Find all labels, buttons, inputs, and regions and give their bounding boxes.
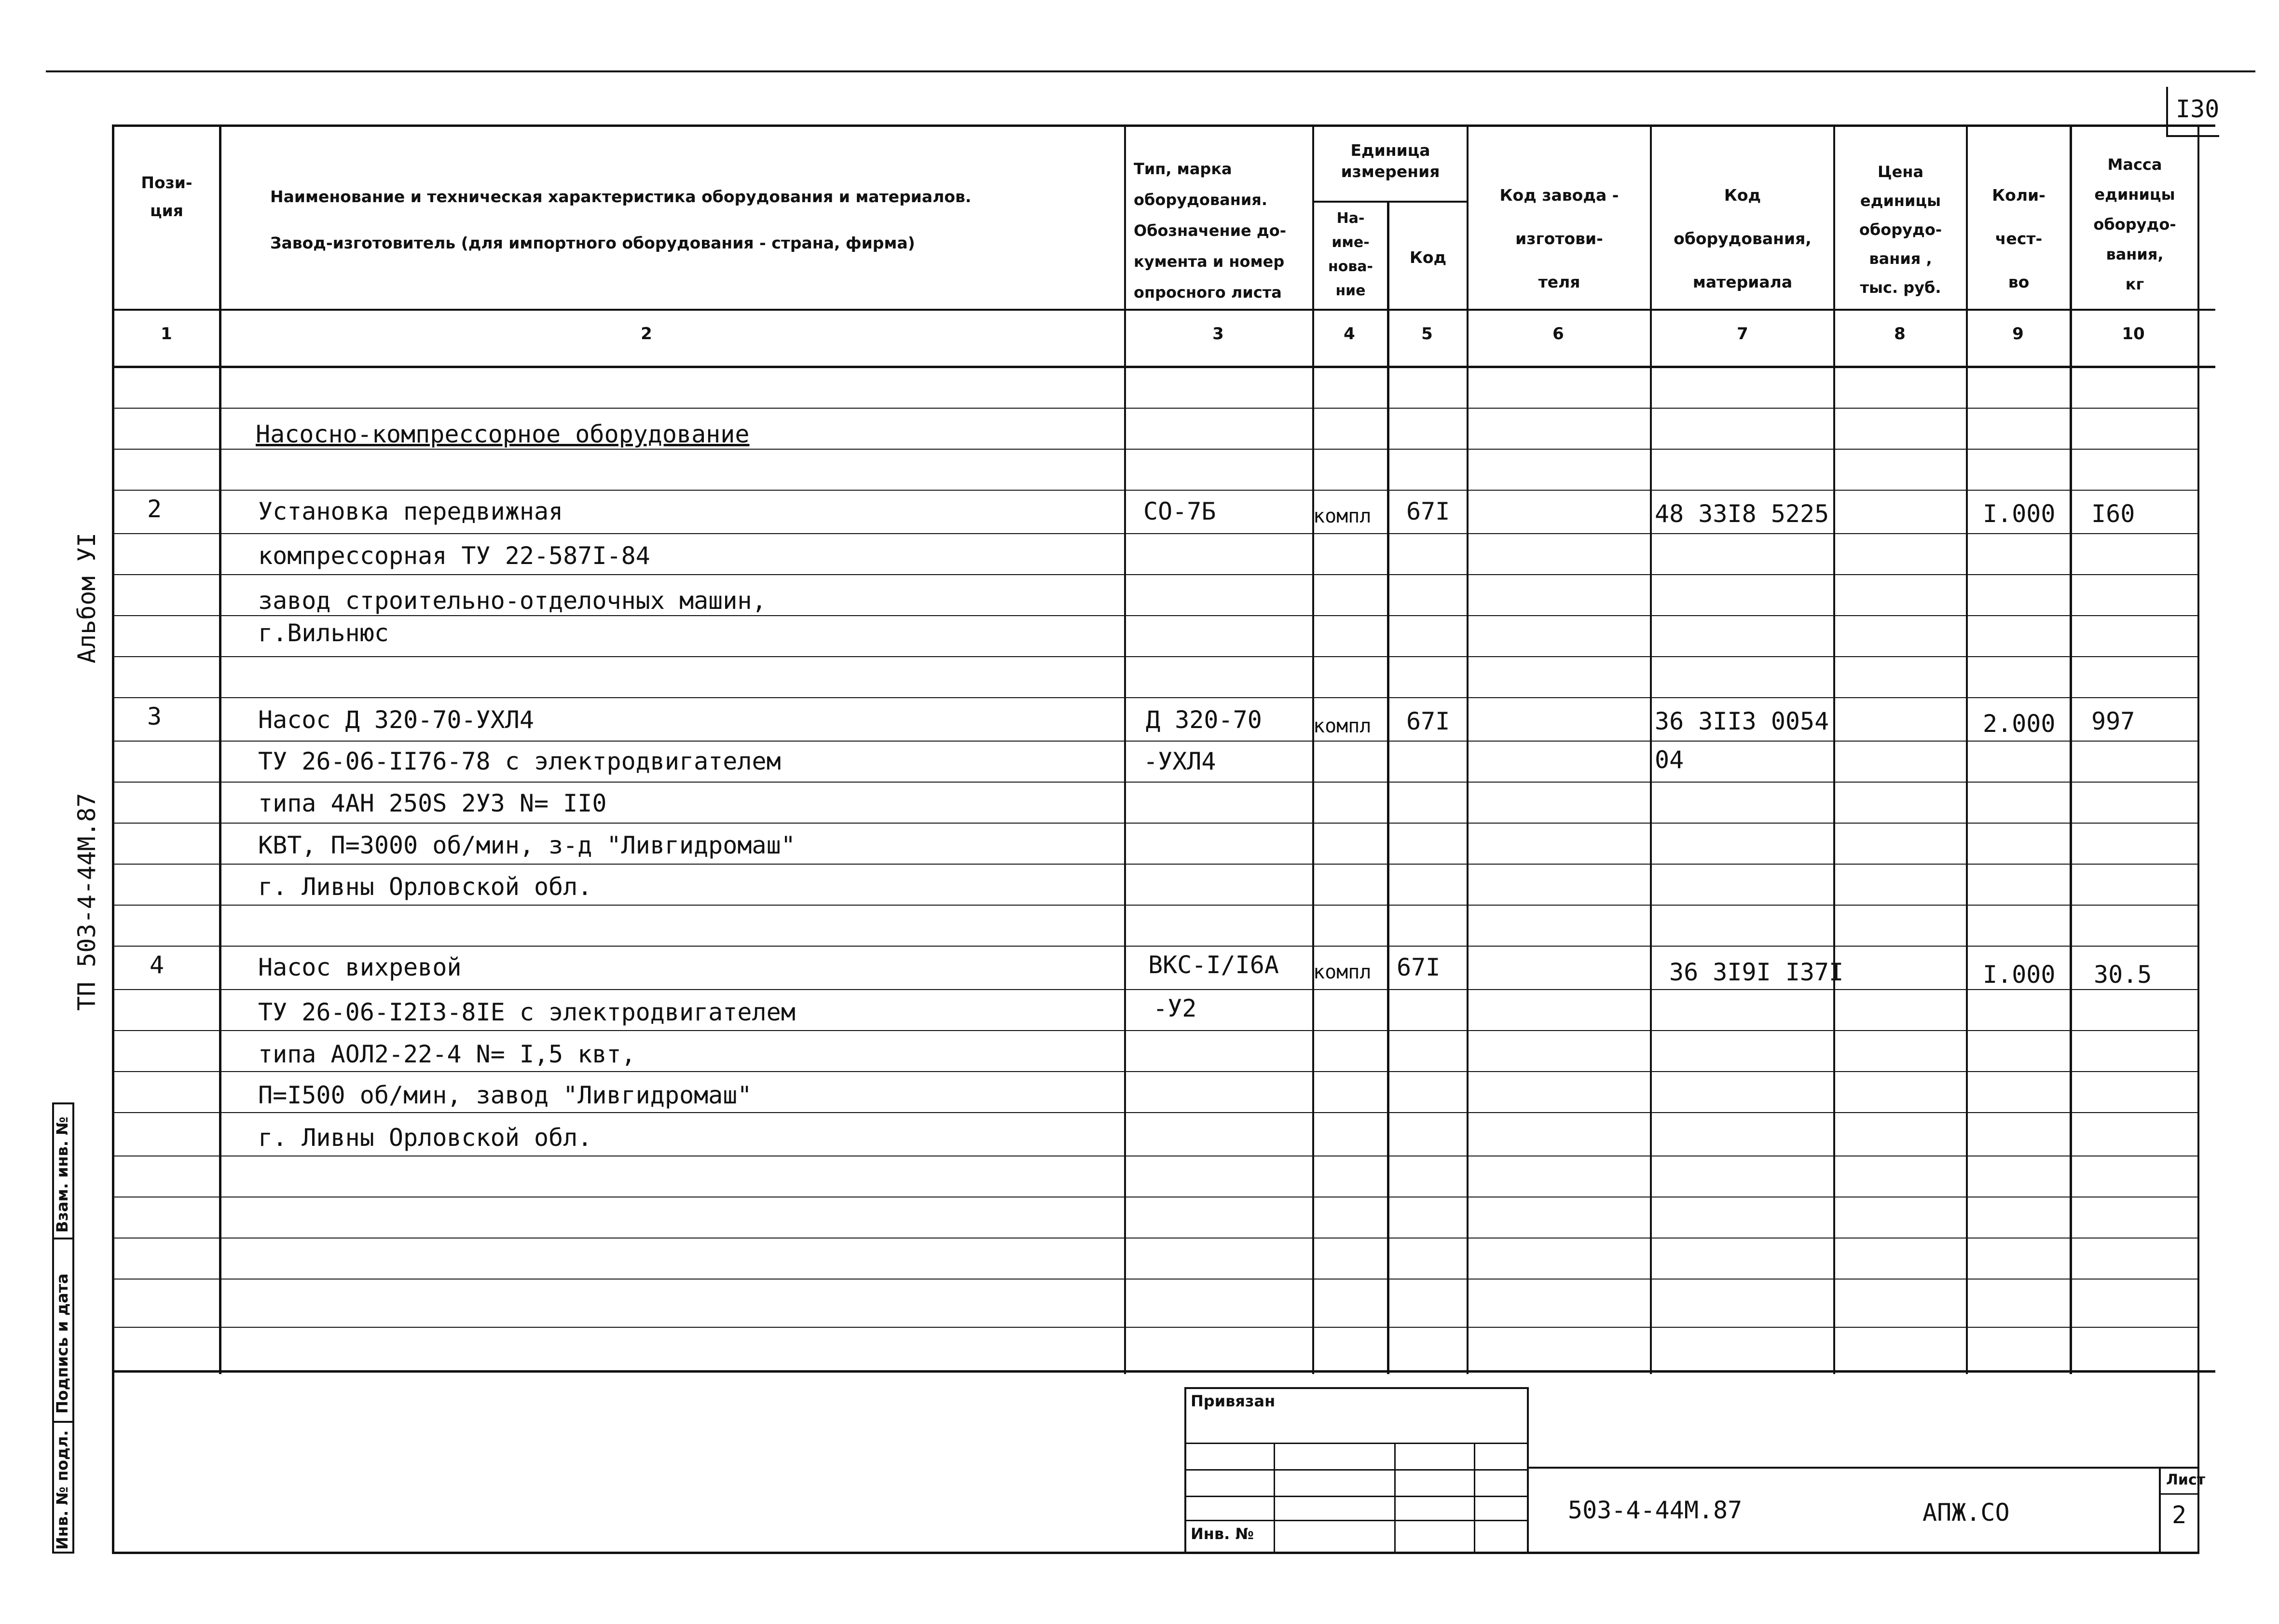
item-unit: компл (1313, 715, 1372, 737)
item-equipment-code: 36 3I9I I37I (1669, 958, 1844, 986)
item-name-line: г.Вильнюс (258, 619, 389, 647)
table-right-border (2197, 124, 2199, 1553)
colnum-bottom-border (112, 366, 2215, 368)
col-divider-9 (2070, 124, 2072, 1374)
sheet-box-divider (2159, 1493, 2199, 1495)
column-number: 1 (161, 324, 172, 344)
header-unit: Единица измерения (1341, 141, 1440, 181)
item-type: -У2 (1153, 994, 1197, 1022)
item-name-line: КВТ, П=3000 об/мин, з-д "Ливгидромаш" (258, 831, 796, 859)
binding-box-right (1527, 1387, 1529, 1554)
binding-box-col (1394, 1443, 1396, 1554)
row-line (112, 1030, 2197, 1031)
row-line (112, 782, 2197, 783)
column-number: 2 (641, 324, 652, 344)
row-line (112, 490, 2197, 491)
page-number-box-left (2166, 87, 2168, 135)
row-line (112, 533, 2197, 534)
sheet-box-left (2159, 1467, 2161, 1554)
item-type: -УХЛ4 (1143, 747, 1216, 775)
section-title: Насосно-компрессорное оборудование (256, 420, 750, 448)
item-name-line: Насос вихревой (258, 953, 462, 981)
row-line (112, 1370, 2197, 1371)
table-top-border (112, 124, 2215, 127)
col-divider-5 (1467, 124, 1469, 1374)
item-position: 4 (150, 951, 165, 979)
row-line (112, 823, 2197, 824)
sheet-number: 2 (2172, 1501, 2187, 1529)
row-line (112, 615, 2197, 616)
row-line (112, 656, 2197, 657)
item-type: СО-7Б (1143, 497, 1216, 525)
column-number: 4 (1344, 324, 1355, 344)
col-divider-3 (1312, 124, 1314, 1374)
side-stamp-bottom (52, 1552, 74, 1554)
column-number: 6 (1552, 324, 1564, 344)
item-name-line: ТУ 26-06-II76-78 с электродвигателем (258, 747, 781, 775)
side-stamp-signature: Подпись и дата (53, 1273, 71, 1414)
item-name-line: завод строительно-отделочных машин, (258, 587, 767, 615)
column-number: 5 (1421, 324, 1433, 344)
column-number: 3 (1212, 324, 1224, 344)
header-bottom-border (112, 309, 2215, 311)
row-line (112, 741, 2197, 742)
row-line (112, 408, 2197, 409)
col-divider-1 (219, 124, 221, 1374)
item-mass: I60 (2091, 500, 2135, 528)
side-stamp-inventory: Инв. № подл. (53, 1430, 71, 1550)
binding-box-line (1184, 1520, 1527, 1521)
item-name-line: П=I500 об/мин, завод "Ливгидромаш" (258, 1081, 752, 1109)
binding-box-line (1184, 1443, 1527, 1444)
page-bottom-border (112, 1552, 2199, 1554)
item-position: 2 (147, 495, 162, 523)
row-line (112, 864, 2197, 865)
header-position: Пози- ция (141, 173, 192, 220)
row-line (112, 449, 2197, 450)
sheet-label: Лист (2166, 1472, 2206, 1488)
row-line (112, 574, 2197, 575)
item-equipment-code: 36 3II3 0054 (1655, 707, 1829, 735)
row-line (112, 905, 2197, 906)
binding-box-line (1184, 1469, 1527, 1471)
side-stamp-divider (52, 1421, 74, 1423)
col-divider-8 (1966, 124, 1968, 1374)
item-name-line: типа 4АН 250S 2У3 N= II0 (258, 789, 607, 817)
header-name: Наименование и техническая характеристика оборудования и материалов. Завод-изготовитель (для импортного оборудования - страна, фирма) (270, 187, 972, 252)
item-name-line: Установка передвижная (258, 497, 563, 525)
row-line (112, 1238, 2197, 1239)
item-equipment-code: 48 33I8 5225 (1655, 500, 1829, 528)
side-stamp-replacement: Взам. инв. № (53, 1116, 71, 1233)
side-stamp-divider (52, 1238, 74, 1239)
header-equipment-code: Код оборудования, материала (1674, 186, 1812, 291)
item-type: ВКС-I/I6А (1148, 951, 1279, 979)
binding-box-top (1184, 1387, 1527, 1389)
item-name-line: ТУ 26-06-I2I3-8IЕ с электродвигателем (258, 998, 796, 1026)
column-number: 10 (2122, 324, 2145, 344)
item-mass: 997 (2091, 707, 2135, 735)
document-code: 503-4-44М.87 (1568, 1496, 1743, 1524)
item-name-line: типа АОЛ2-22-4 N= I,5 квт, (258, 1040, 636, 1068)
header-plant-code: Код завода - изготови- теля (1499, 186, 1619, 291)
item-quantity: I.000 (1983, 500, 2056, 528)
binding-label: Привязан (1191, 1392, 1276, 1410)
side-album-label: Альбом УI (73, 533, 101, 663)
col-divider-4 (1387, 201, 1389, 1374)
col-divider-2 (1124, 124, 1126, 1374)
header-mass: Масса единицы оборудо- вания, кг (2093, 155, 2176, 293)
page-number: I30 (2176, 95, 2220, 123)
header-unit-code: Код (1409, 248, 1447, 267)
side-document-label: ТП 503-4-44М.87 (73, 793, 101, 1011)
item-name-line: г. Ливны Орловской обл. (258, 1124, 592, 1152)
unit-header-divider (1312, 201, 1467, 203)
binding-box-line (1184, 1496, 1527, 1497)
binding-box-left (1184, 1387, 1186, 1554)
column-number: 7 (1737, 324, 1748, 344)
item-equipment-code: 04 (1655, 746, 1684, 774)
item-quantity: I.000 (1983, 961, 2056, 989)
top-rule (46, 70, 2255, 72)
document-mark: АПЖ.СО (1922, 1499, 2010, 1527)
header-unit-name: На- име- нова- ние (1328, 210, 1373, 299)
side-stamp-top (52, 1102, 74, 1104)
header-quantity: Коли- чест- во (1992, 186, 2046, 291)
item-name-line: компрессорная ТУ 22-587I-84 (258, 542, 650, 570)
row-line (112, 1112, 2197, 1113)
item-position: 3 (147, 702, 162, 730)
binding-box-col (1474, 1443, 1475, 1554)
row-line (112, 989, 2197, 990)
title-block-top (1527, 1467, 2197, 1469)
col-divider-7 (1833, 124, 1835, 1374)
item-unit-code: 67I (1397, 953, 1441, 981)
column-number: 8 (1894, 324, 1906, 344)
col-divider-6 (1650, 124, 1652, 1374)
item-unit-code: 67I (1406, 707, 1450, 735)
page-number-box-bottom (2166, 135, 2219, 137)
header-price: Цена единицы оборудо- вания , тыс. руб. (1859, 163, 1942, 297)
column-number: 9 (2012, 324, 2024, 344)
item-quantity: 2.000 (1983, 710, 2056, 738)
binding-inventory-label: Инв. № (1191, 1525, 1254, 1543)
item-unit-code: 67I (1406, 497, 1450, 525)
table-left-border (112, 124, 114, 1553)
item-unit: компл (1313, 505, 1372, 527)
row-line (112, 1327, 2197, 1328)
header-type: Тип, марка оборудования. Обозначение до- кумента и номер опросного листа (1134, 160, 1286, 302)
item-name-line: Насос Д 320-70-УХЛ4 (258, 706, 534, 734)
row-line (112, 1071, 2197, 1072)
item-unit: компл (1313, 961, 1372, 983)
binding-box-col (1274, 1443, 1275, 1554)
side-stamp-right (72, 1102, 74, 1554)
item-name-line: г. Ливны Орловской обл. (258, 873, 592, 901)
row-line (112, 697, 2197, 698)
item-type: Д 320-70 (1146, 706, 1262, 734)
row-line (112, 1279, 2197, 1280)
row-line (112, 946, 2197, 947)
item-mass: 30.5 (2094, 961, 2152, 989)
